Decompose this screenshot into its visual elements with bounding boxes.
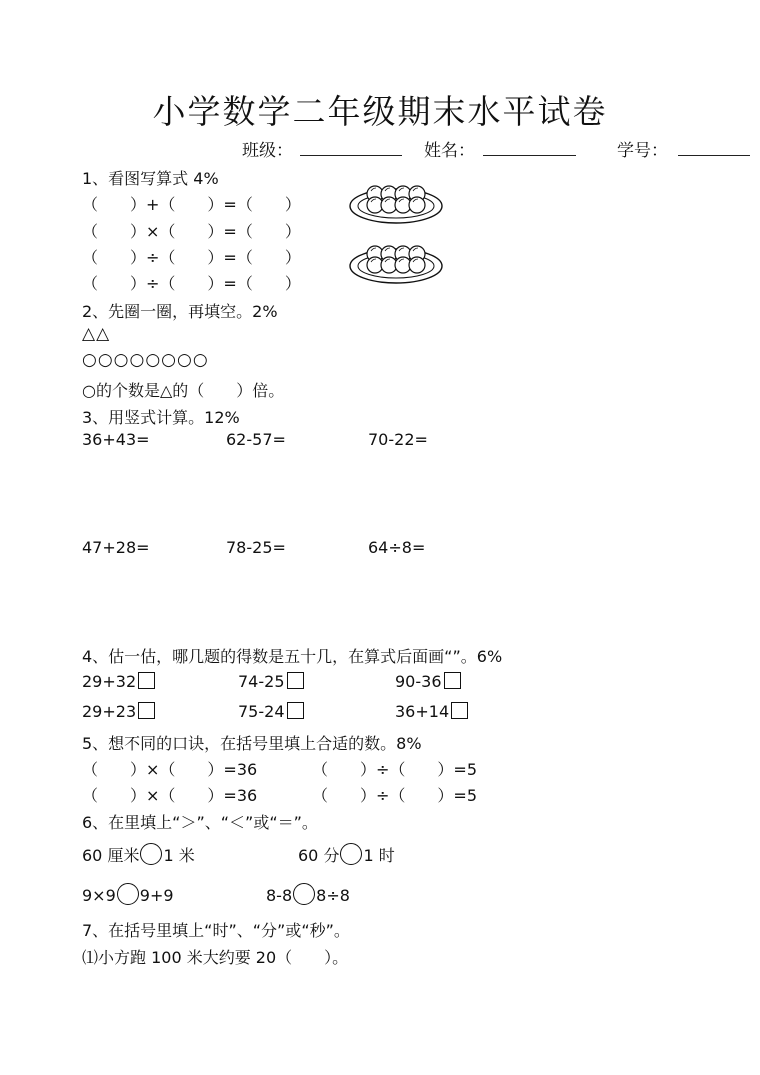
q6-right: 1 米 <box>163 846 195 865</box>
q6-item <box>266 883 350 905</box>
q7-item-1[interactable]: ⑴小方跑 100 米大约要 20（ ）。 <box>82 948 349 967</box>
checkbox[interactable] <box>451 702 468 719</box>
q6-right: 8÷8 <box>316 886 350 905</box>
q6-item <box>82 883 174 905</box>
q1-heading: 1、看图写算式 4% <box>82 169 219 188</box>
q1-row-1[interactable]: （ ）+（ ）=（ ） <box>82 195 301 214</box>
q4-item <box>82 672 155 691</box>
q4-expression: 36+14 <box>395 702 450 721</box>
q6-right: 9+9 <box>139 886 174 905</box>
q5-item[interactable]: （ ）÷（ ）=5 <box>312 786 477 805</box>
q5-heading: 5、想不同的口诀，在括号里填上合适的数。8% <box>82 734 422 753</box>
q2-circles: ○○○○○○○○ <box>82 350 209 370</box>
checkbox[interactable] <box>287 672 304 689</box>
q6-item <box>82 843 195 866</box>
q3-heading: 3、用竖式计算。12% <box>82 408 240 427</box>
q3-problem: 62-57= <box>226 430 286 449</box>
class-label: 班级： <box>242 141 293 161</box>
page-title: 小学数学二年级期末水平试卷 <box>152 92 608 131</box>
checkbox[interactable] <box>287 702 304 719</box>
q7-heading: 7、在括号里填上“时”、“分”或“秒”。 <box>82 921 350 940</box>
q5-item[interactable]: （ ）×（ ）=36 <box>82 760 258 779</box>
q1-row-4[interactable]: （ ）÷（ ）=（ ） <box>82 274 301 293</box>
compare-circle[interactable] <box>140 843 162 865</box>
compare-circle[interactable] <box>117 883 139 905</box>
q4-expression: 90-36 <box>395 672 442 691</box>
q2-heading: 2、先圈一圈，再填空。2% <box>82 302 278 321</box>
q3-problem: 70-22= <box>368 430 428 449</box>
q1-row-2[interactable]: （ ）×（ ）=（ ） <box>82 222 301 241</box>
compare-circle[interactable] <box>293 883 315 905</box>
q2-triangles: △△ <box>82 324 111 344</box>
checkbox[interactable] <box>138 672 155 689</box>
q6-heading: 6、在里填上“＞”、“＜”或“＝”。 <box>82 813 318 832</box>
q4-heading: 4、估一估，哪几题的得数是五十几，在算式后面画“”。6% <box>82 647 503 666</box>
q5-item[interactable]: （ ）×（ ）=36 <box>82 786 258 805</box>
q4-item <box>238 672 304 691</box>
class-blank[interactable] <box>300 155 402 156</box>
name-blank[interactable] <box>483 155 576 156</box>
q4-expression: 29+23 <box>82 702 137 721</box>
q3-problem: 78-25= <box>226 538 286 557</box>
q4-item <box>395 702 468 721</box>
number-label: 学号： <box>617 141 668 161</box>
plate-of-balls-2 <box>348 238 444 286</box>
q6-left: 9×9 <box>82 886 116 905</box>
checkbox[interactable] <box>138 702 155 719</box>
q6-right: 1 时 <box>363 846 395 865</box>
name-label: 姓名： <box>424 141 475 161</box>
q4-expression: 74-25 <box>238 672 285 691</box>
q3-problem: 36+43= <box>82 430 150 449</box>
q3-problem: 64÷8= <box>368 538 426 557</box>
plate-of-balls-1 <box>348 178 444 226</box>
q4-expression: 75-24 <box>238 702 285 721</box>
number-blank[interactable] <box>678 155 750 156</box>
q2-fill-blank[interactable]: ○的个数是△的（ ）倍。 <box>82 381 285 400</box>
q6-left: 60 厘米 <box>82 846 140 865</box>
q3-problem: 47+28= <box>82 538 150 557</box>
q4-item <box>82 702 155 721</box>
compare-circle[interactable] <box>340 843 362 865</box>
q6-left: 8-8 <box>266 886 293 905</box>
q4-item <box>238 702 304 721</box>
checkbox[interactable] <box>444 672 461 689</box>
q5-item[interactable]: （ ）÷（ ）=5 <box>312 760 477 779</box>
q1-row-3[interactable]: （ ）÷（ ）=（ ） <box>82 248 301 267</box>
q6-item <box>298 843 395 866</box>
q4-expression: 29+32 <box>82 672 137 691</box>
q4-item <box>395 672 461 691</box>
q6-left: 60 分 <box>298 846 340 865</box>
